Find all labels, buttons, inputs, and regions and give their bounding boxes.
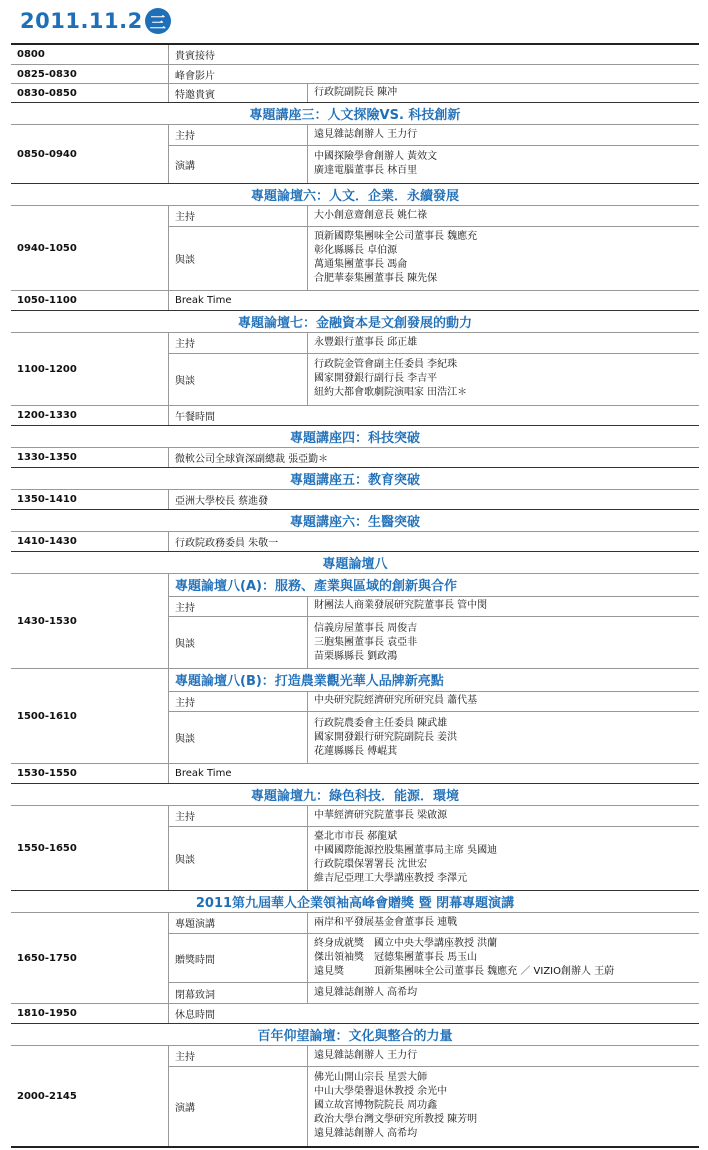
section-heading: 專題論壇八 bbox=[322, 557, 388, 572]
schedule-table bbox=[11, 43, 699, 1148]
session-role: 特邀貴賓 bbox=[175, 89, 215, 101]
session-role: 閉幕致詞 bbox=[175, 989, 215, 1001]
speaker-line: 彰化縣縣長 卓伯源 bbox=[314, 245, 398, 257]
session-role: 演講 bbox=[175, 1102, 195, 1114]
speaker-line: 政治大學台灣文學研究所教授 陳芳明 bbox=[314, 1114, 478, 1126]
role-row bbox=[169, 616, 699, 668]
time-slot: 1810-1950 bbox=[17, 1008, 77, 1019]
session-speakers bbox=[307, 1067, 699, 1146]
row-line bbox=[169, 65, 699, 83]
role-row bbox=[169, 206, 699, 226]
role-row bbox=[169, 913, 699, 933]
schedule-row bbox=[11, 183, 699, 205]
row-content bbox=[168, 1004, 699, 1023]
role-row bbox=[169, 826, 699, 890]
schedule-row bbox=[11, 447, 699, 467]
role-row bbox=[169, 711, 699, 763]
row-content bbox=[168, 291, 699, 310]
session-role: 與談 bbox=[175, 854, 195, 866]
speaker-line: 臺北市市長 郝龍斌 bbox=[314, 831, 398, 843]
row-line bbox=[169, 532, 699, 551]
schedule-row bbox=[11, 805, 699, 890]
time-slot: 1350-1410 bbox=[17, 494, 77, 505]
role-row bbox=[169, 125, 699, 145]
schedule-row bbox=[11, 551, 699, 573]
row-line bbox=[169, 448, 699, 467]
schedule-row bbox=[11, 425, 699, 447]
schedule-row bbox=[11, 405, 699, 425]
schedule-row bbox=[11, 1003, 699, 1023]
schedule-row bbox=[11, 573, 699, 668]
speaker-line: 行政院環保署署長 沈世宏 bbox=[314, 859, 428, 871]
speaker-line: 三胞集團董事長 袁亞非 bbox=[314, 636, 418, 648]
section-heading: 專題講座五：教育突破 bbox=[289, 473, 420, 488]
row-line bbox=[169, 1004, 699, 1023]
sub-section-heading: 專題論壇八(A)：服務、產業與區域的創新與合作 bbox=[175, 579, 457, 595]
section-heading: 專題講座六：生醫突破 bbox=[289, 515, 420, 530]
row-content bbox=[168, 913, 699, 1003]
role-row bbox=[169, 145, 699, 183]
role-row bbox=[169, 933, 699, 983]
schedule-row bbox=[11, 64, 699, 83]
session-speakers bbox=[307, 1046, 699, 1066]
section-heading: 專題講座三：人文探險VS. 科技創新 bbox=[249, 108, 461, 123]
session-role: 主持 bbox=[175, 697, 195, 709]
time-slot: 0825-0830 bbox=[17, 68, 77, 80]
speaker-line: 國家開發銀行副行長 李吉平 bbox=[314, 373, 438, 385]
row-content bbox=[168, 45, 699, 64]
time-slot: 0830-0850 bbox=[17, 87, 77, 99]
time-slot: 1500-1610 bbox=[17, 710, 77, 722]
speaker-line: 國立故宮博物院院長 周功鑫 bbox=[314, 1100, 438, 1112]
session-role: 主持 bbox=[175, 131, 195, 143]
row-line bbox=[169, 764, 699, 783]
session-speakers bbox=[307, 227, 699, 290]
row-content bbox=[168, 574, 699, 668]
session-speakers bbox=[307, 354, 699, 405]
page-header bbox=[20, 6, 171, 36]
session-label: 休息時間 bbox=[175, 1010, 215, 1021]
session-role: 與談 bbox=[175, 639, 195, 651]
row-content bbox=[168, 125, 699, 183]
session-role: 主持 bbox=[175, 1052, 195, 1064]
session-role: 贈獎時間 bbox=[175, 954, 215, 966]
role-row bbox=[169, 596, 699, 617]
schedule-row bbox=[11, 1045, 699, 1146]
schedule-row bbox=[11, 45, 699, 64]
session-speakers bbox=[307, 692, 699, 712]
speaker-line: 遠見雜誌創辦人 王力行 bbox=[314, 1049, 418, 1061]
session-label: Break Time bbox=[175, 295, 232, 306]
session-label: 微軟公司全球資深副總裁 張亞勤＊ bbox=[175, 454, 329, 465]
section-heading: 專題論壇九：綠色科技．能源．環境 bbox=[250, 789, 459, 804]
schedule-row bbox=[11, 124, 699, 183]
session-label: 午餐時間 bbox=[175, 412, 215, 423]
session-role: 主持 bbox=[175, 602, 195, 614]
session-label: 行政院政務委員 朱敬一 bbox=[175, 538, 279, 549]
speaker-line: 遠見獎 頂新集團味全公司董事長 魏應充 ／ VIZIO創辦人 王蔚 bbox=[314, 966, 615, 977]
sub-section-heading: 專題論壇八(B)：打造農業觀光華人品牌新亮點 bbox=[175, 674, 444, 690]
time-slot: 0940-1050 bbox=[17, 242, 77, 254]
row-line bbox=[169, 45, 699, 64]
session-role: 與談 bbox=[175, 734, 195, 746]
speaker-line: 佛光山開山宗長 星雲大師 bbox=[314, 1072, 428, 1084]
speaker-line: 頂新國際集團味全公司董事長 魏應充 bbox=[314, 231, 478, 243]
section-heading: 百年仰望論壇：文化與整合的力量 bbox=[257, 1029, 453, 1044]
time-slot: 1550-1650 bbox=[17, 842, 77, 854]
row-content bbox=[168, 669, 699, 763]
section-heading: 2011第九屆華人企業領袖高峰會贈獎 暨 閉幕專題演講 bbox=[195, 896, 515, 911]
speaker-line: 財團法人商業發展研究院董事長 管中閔 bbox=[314, 600, 488, 612]
section-heading: 專題論壇六：人文．企業．永續發展 bbox=[250, 189, 459, 204]
role-row bbox=[169, 1046, 699, 1066]
time-slot: 1430-1530 bbox=[17, 615, 77, 627]
row-content bbox=[168, 333, 699, 405]
row-content bbox=[168, 65, 699, 83]
speaker-line: 維吉尼亞理工大學講座教授 李澤元 bbox=[314, 873, 468, 885]
session-role: 主持 bbox=[175, 812, 195, 824]
session-label: 貴賓接待 bbox=[175, 51, 215, 62]
time-slot: 1410-1430 bbox=[17, 536, 77, 547]
time-slot: 1100-1200 bbox=[17, 363, 77, 375]
session-speakers bbox=[307, 333, 699, 353]
speaker-line: 兩岸和平發展基金會董事長 連戰 bbox=[314, 916, 458, 928]
time-slot: 1530-1550 bbox=[17, 768, 77, 779]
time-slot: 0800 bbox=[17, 49, 45, 60]
speaker-line: 永豐銀行董事長 邱正雄 bbox=[314, 336, 418, 348]
session-role: 與談 bbox=[175, 375, 195, 387]
time-slot: 1650-1750 bbox=[17, 952, 77, 964]
schedule-row bbox=[11, 290, 699, 310]
schedule-row bbox=[11, 83, 699, 102]
role-row bbox=[169, 1066, 699, 1146]
section-heading: 專題講座四：科技突破 bbox=[289, 431, 420, 446]
session-speakers bbox=[307, 806, 699, 826]
speaker-line: 萬通集團董事長 馮侖 bbox=[314, 259, 408, 271]
session-speakers bbox=[307, 934, 699, 983]
session-speakers bbox=[307, 983, 699, 1003]
schedule-row bbox=[11, 467, 699, 489]
speaker-line: 花蓮縣縣長 傅崐萁 bbox=[314, 745, 398, 757]
speaker-line: 合肥華泰集團董事長 陳先保 bbox=[314, 273, 438, 285]
speaker-line: 行政院副院長 陳冲 bbox=[314, 87, 398, 98]
speaker-line: 終身成就獎 國立中央大學講座教授 洪蘭 bbox=[314, 938, 498, 949]
session-role: 主持 bbox=[175, 339, 195, 351]
schedule-row bbox=[11, 763, 699, 783]
row-content bbox=[168, 206, 699, 290]
session-label: Break Time bbox=[175, 768, 232, 779]
schedule-row bbox=[11, 310, 699, 332]
session-speakers bbox=[307, 913, 699, 933]
weekday-badge: 三 bbox=[145, 8, 171, 34]
time-slot: 1200-1330 bbox=[17, 410, 77, 421]
session-role: 主持 bbox=[175, 212, 195, 224]
time-slot: 1050-1100 bbox=[17, 295, 77, 306]
speaker-line: 中華經濟研究院董事長 梁啟源 bbox=[314, 809, 448, 821]
role-row bbox=[169, 226, 699, 290]
speaker-line: 傑出領袖獎 冠德集團董事長 馬玉山 bbox=[314, 952, 478, 963]
row-content bbox=[168, 532, 699, 551]
section-heading: 專題論壇七：金融資本是文創發展的動力 bbox=[237, 316, 472, 331]
schedule-row bbox=[11, 1023, 699, 1045]
speaker-line: 遠見雜誌創辦人 高希均 bbox=[314, 987, 418, 999]
session-speakers bbox=[307, 827, 699, 890]
row-content bbox=[168, 490, 699, 509]
role-row bbox=[169, 333, 699, 353]
speaker-line: 苗栗縣縣長 劉政鴻 bbox=[314, 650, 398, 662]
time-slot: 1330-1350 bbox=[17, 452, 77, 463]
row-line bbox=[169, 84, 699, 102]
date-title: 2011.11.2 bbox=[20, 9, 143, 33]
role-row bbox=[169, 691, 699, 712]
speaker-line: 中國探險學會創辦人 黃效文 bbox=[314, 151, 438, 163]
schedule-row bbox=[11, 489, 699, 509]
speaker-line: 行政院農委會主任委員 陳武雄 bbox=[314, 717, 448, 729]
row-content bbox=[168, 84, 699, 102]
speaker-line: 遠見雜誌創辦人 王力行 bbox=[314, 128, 418, 140]
session-speakers bbox=[307, 712, 699, 763]
row-content bbox=[168, 764, 699, 783]
session-speakers bbox=[307, 146, 699, 183]
row-content bbox=[168, 806, 699, 890]
role-row bbox=[169, 353, 699, 405]
schedule-row bbox=[11, 102, 699, 124]
time-slot: 0850-0940 bbox=[17, 148, 77, 160]
role-row bbox=[169, 982, 699, 1003]
session-speakers bbox=[307, 206, 699, 226]
session-label: 峰會影片 bbox=[175, 70, 215, 82]
session-speakers bbox=[307, 84, 699, 102]
speaker-line: 行政院金管會副主任委員 李紀珠 bbox=[314, 359, 458, 371]
speaker-line: 大小創意齋創意長 姚仁祿 bbox=[314, 209, 428, 221]
schedule-row bbox=[11, 509, 699, 531]
session-speakers bbox=[307, 597, 699, 617]
time-slot: 2000-2145 bbox=[17, 1090, 77, 1102]
row-content bbox=[168, 406, 699, 425]
session-label: 亞洲大學校長 蔡進發 bbox=[175, 496, 269, 507]
schedule-row bbox=[11, 912, 699, 1003]
speaker-line: 中國國際能源控股集團董事局主席 吳國迪 bbox=[314, 845, 498, 857]
speaker-line: 國家開發銀行研究院副院長 姜洪 bbox=[314, 731, 458, 743]
speaker-line: 中央研究院經濟研究所研究員 蕭代基 bbox=[314, 695, 478, 707]
speaker-line: 廣達電腦董事長 林百里 bbox=[314, 165, 418, 177]
schedule-row bbox=[11, 668, 699, 763]
speaker-line: 中山大學榮譽退休教授 余光中 bbox=[314, 1086, 448, 1098]
row-line bbox=[169, 490, 699, 509]
role-row bbox=[169, 806, 699, 826]
schedule-row bbox=[11, 332, 699, 405]
schedule-row bbox=[11, 890, 699, 912]
session-role: 演講 bbox=[175, 160, 195, 172]
session-role: 與談 bbox=[175, 254, 195, 266]
row-content bbox=[168, 1046, 699, 1146]
schedule-row bbox=[11, 783, 699, 805]
schedule-row bbox=[11, 531, 699, 551]
session-role: 專題演講 bbox=[175, 919, 215, 931]
row-line bbox=[169, 291, 699, 310]
speaker-line: 遠見雜誌創辦人 高希均 bbox=[314, 1128, 418, 1140]
session-speakers bbox=[307, 125, 699, 145]
schedule-row bbox=[11, 205, 699, 290]
speaker-line: 紐約大都會歌劇院演唱家 田浩江＊ bbox=[314, 387, 468, 399]
session-speakers bbox=[307, 617, 699, 668]
speaker-line: 信義房屋董事長 周俊吉 bbox=[314, 622, 418, 634]
row-line bbox=[169, 406, 699, 425]
row-content bbox=[168, 448, 699, 467]
